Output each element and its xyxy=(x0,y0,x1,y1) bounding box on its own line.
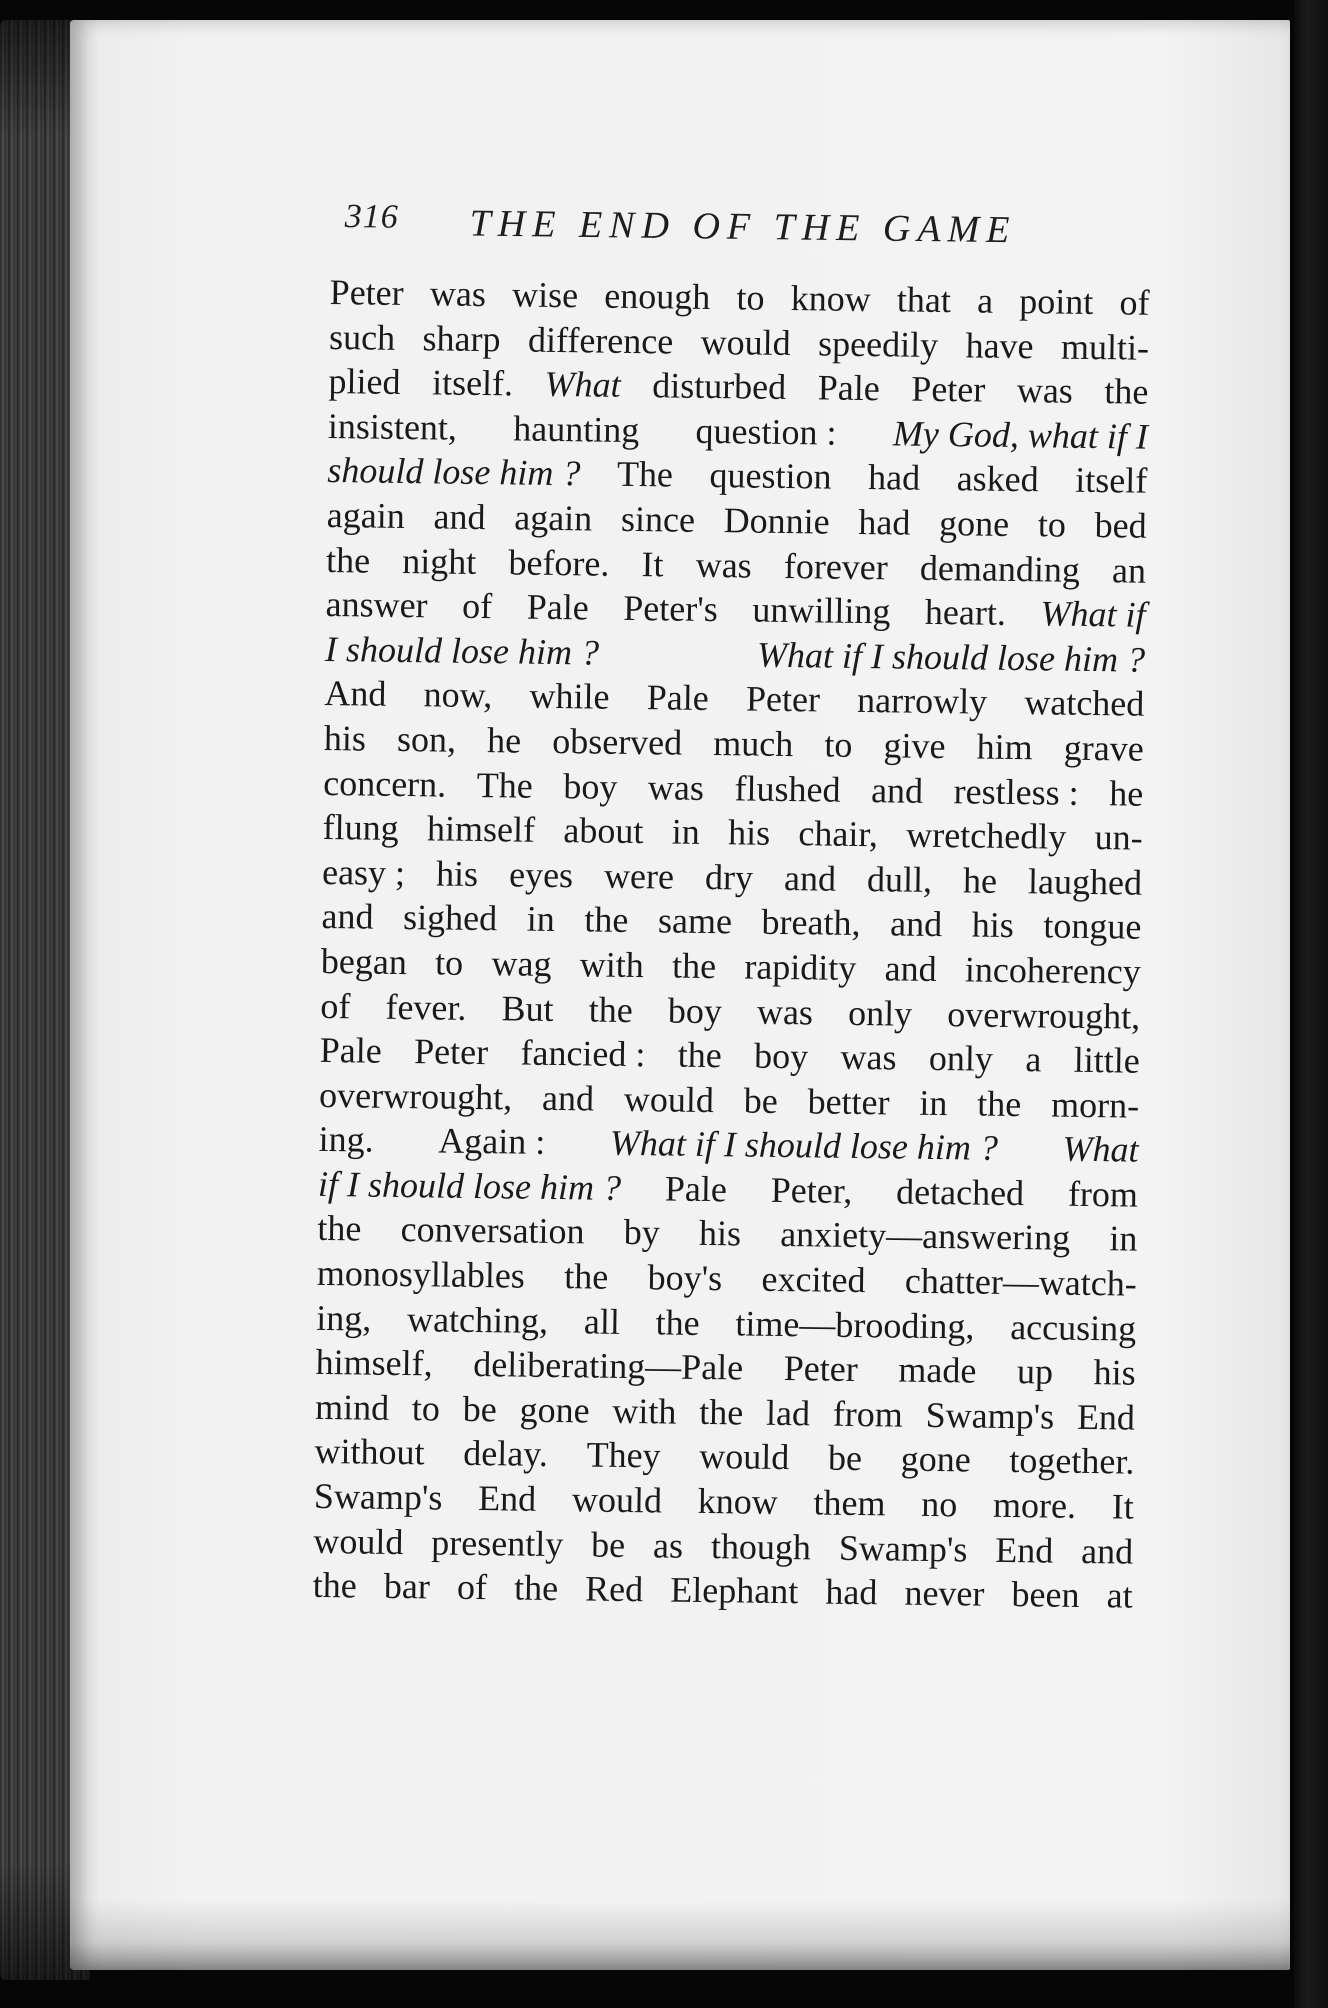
word: by xyxy=(623,1212,661,1253)
page-number: 316 xyxy=(344,198,399,236)
word: was xyxy=(840,1036,897,1078)
word: and xyxy=(783,857,837,899)
word: chair, xyxy=(798,813,879,855)
word: without xyxy=(314,1431,425,1473)
word: while xyxy=(529,675,610,718)
word: his xyxy=(698,1213,742,1254)
word: grave xyxy=(1063,727,1145,769)
word: himself xyxy=(426,808,536,850)
page-bottom-shadow xyxy=(70,1900,1290,1970)
word: with xyxy=(579,944,645,986)
word: mind xyxy=(314,1386,390,1428)
word: in xyxy=(919,1082,948,1123)
word: boy xyxy=(753,1035,809,1077)
word: an xyxy=(1111,549,1147,591)
word: should lose him ? xyxy=(327,450,581,494)
word: Red xyxy=(584,1568,644,1610)
word: to xyxy=(736,277,765,318)
word: narrowly xyxy=(856,680,988,722)
word: be xyxy=(590,1524,626,1565)
word: End xyxy=(1076,1396,1136,1438)
word: wag xyxy=(491,943,552,984)
word: excited xyxy=(761,1258,866,1301)
word: haunting xyxy=(513,408,640,450)
word: and xyxy=(433,496,486,538)
word: point xyxy=(1019,281,1094,322)
word: at xyxy=(1106,1575,1133,1616)
word: restless : xyxy=(953,770,1079,813)
word: his xyxy=(1093,1352,1136,1393)
word: sharp xyxy=(422,317,501,359)
word: be xyxy=(743,1080,778,1121)
word: laughed xyxy=(1027,860,1143,903)
word: What if I should lose him ? xyxy=(756,634,1146,680)
word: the xyxy=(677,1034,723,1076)
word: together. xyxy=(1009,1440,1135,1483)
word: and xyxy=(321,896,374,937)
word: all xyxy=(583,1301,621,1342)
word: flung xyxy=(322,807,399,849)
word: dull, xyxy=(866,858,933,900)
word: bar xyxy=(383,1566,431,1607)
word: and xyxy=(870,769,924,811)
word: and xyxy=(541,1077,595,1119)
word: morn- xyxy=(1050,1084,1140,1126)
word: and xyxy=(889,903,943,945)
word: to xyxy=(824,724,853,765)
word: boy's xyxy=(647,1257,723,1299)
word: tongue xyxy=(1043,905,1142,947)
word: began xyxy=(320,940,408,982)
word: he xyxy=(962,860,998,901)
next-page-edge xyxy=(1294,0,1328,2008)
word: his xyxy=(727,812,771,853)
word: detached xyxy=(895,1171,1025,1214)
word: presently xyxy=(431,1522,564,1564)
word: multi- xyxy=(1060,326,1150,368)
word: bed xyxy=(1094,505,1147,546)
word: forever xyxy=(783,545,889,587)
word: Pale xyxy=(319,1030,383,1071)
word: watched xyxy=(1024,682,1145,725)
word: End xyxy=(995,1529,1054,1571)
word: Swamp's xyxy=(838,1527,968,1570)
word: Pale xyxy=(526,586,589,628)
word: gone xyxy=(519,1389,590,1431)
word: Peter xyxy=(783,1348,859,1390)
word: to xyxy=(434,942,464,983)
running-head xyxy=(344,198,1075,267)
word: would xyxy=(571,1479,663,1521)
word: itself. xyxy=(431,362,514,404)
word: the xyxy=(698,1391,744,1433)
word: from xyxy=(832,1393,904,1435)
word: as xyxy=(652,1524,684,1566)
word: the xyxy=(977,1083,1022,1124)
word: wise xyxy=(511,274,579,316)
word: little xyxy=(1073,1039,1140,1081)
word: the xyxy=(671,945,717,987)
word: speedily xyxy=(817,322,939,365)
word: The xyxy=(616,454,674,495)
word: heart. xyxy=(924,591,1007,634)
word: accusing xyxy=(1009,1306,1137,1349)
running-head-title: THE END OF THE GAME xyxy=(469,202,1017,252)
word: Peter xyxy=(413,1031,489,1073)
word: he xyxy=(486,720,522,761)
word: if I should lose him ? xyxy=(317,1163,622,1208)
word: deliberating—Pale xyxy=(473,1344,744,1388)
word: asked xyxy=(956,458,1039,500)
word: give xyxy=(883,725,946,767)
word: Peter's xyxy=(623,588,719,630)
word: the xyxy=(317,1208,362,1249)
word: be xyxy=(827,1438,863,1479)
word: the xyxy=(584,899,629,941)
word: would xyxy=(623,1078,715,1120)
word: the xyxy=(1104,371,1149,412)
word: much xyxy=(713,722,794,765)
word: easy ; xyxy=(321,851,406,893)
word: since xyxy=(620,498,696,540)
word: more. xyxy=(992,1484,1077,1526)
word: only xyxy=(928,1038,994,1079)
word: now, xyxy=(423,674,493,716)
word: that xyxy=(896,279,952,321)
word: breath, xyxy=(761,902,861,944)
word: ing. xyxy=(318,1119,374,1160)
word: the xyxy=(563,1256,609,1297)
word: observed xyxy=(551,720,683,763)
word: time—brooding, xyxy=(735,1303,975,1347)
word: answer xyxy=(325,584,428,626)
word: him xyxy=(976,726,1033,768)
word: to xyxy=(411,1388,441,1429)
word: un- xyxy=(1094,817,1143,858)
word: himself, xyxy=(315,1342,433,1384)
word: from xyxy=(1067,1173,1139,1215)
word: and xyxy=(884,948,937,989)
word: was xyxy=(647,766,705,808)
word: I should lose him ? xyxy=(324,628,600,673)
word: insistent, xyxy=(327,405,458,448)
word: such xyxy=(328,316,396,358)
word: Peter xyxy=(745,678,821,720)
word: of xyxy=(456,1566,488,1608)
word: though xyxy=(710,1525,812,1568)
word: his xyxy=(435,853,479,894)
word: overwrought, xyxy=(947,993,1141,1037)
word: would xyxy=(313,1520,404,1562)
word: know xyxy=(790,278,871,320)
word: overwrought, xyxy=(318,1074,513,1118)
word: enough xyxy=(604,275,711,317)
word: The xyxy=(476,764,534,806)
word: was xyxy=(756,991,814,1032)
word: no xyxy=(921,1483,958,1525)
word: a xyxy=(976,280,994,321)
word: them xyxy=(813,1482,886,1524)
word: What if xyxy=(1040,593,1146,635)
word: a xyxy=(1025,1039,1042,1080)
word: the xyxy=(513,1567,559,1609)
word: Swamp's xyxy=(925,1394,1055,1437)
word: watching, xyxy=(406,1298,549,1341)
word: to xyxy=(1037,504,1067,545)
word: Again : xyxy=(438,1120,546,1163)
word: his xyxy=(323,717,367,759)
word: eyes xyxy=(508,854,574,895)
word: incoherency xyxy=(964,949,1142,992)
word: boy xyxy=(563,765,618,807)
word: of xyxy=(320,985,351,1026)
word: flushed xyxy=(734,767,841,810)
word: concern. xyxy=(323,762,447,805)
word: Swamp's xyxy=(313,1475,443,1518)
word: Pale xyxy=(664,1168,728,1210)
word: better xyxy=(807,1081,890,1123)
word: before. xyxy=(508,541,610,584)
word: never xyxy=(904,1572,985,1614)
word: It xyxy=(1111,1486,1135,1527)
word: disturbed xyxy=(651,365,787,408)
word: plied xyxy=(328,361,401,403)
word: Donnie xyxy=(723,500,830,542)
word: question xyxy=(709,455,832,497)
word: wretchedly xyxy=(906,814,1067,857)
word: would xyxy=(699,1436,790,1478)
word: about xyxy=(563,810,644,852)
word: conversation xyxy=(400,1209,585,1252)
word: was xyxy=(1016,370,1074,411)
word: gone xyxy=(900,1439,971,1480)
word: anxiety—answering xyxy=(779,1214,1071,1259)
word: in xyxy=(1109,1218,1138,1260)
word: And xyxy=(324,673,387,715)
word: It xyxy=(641,543,664,584)
word: been xyxy=(1011,1574,1080,1616)
word: again xyxy=(514,497,593,539)
word: Peter xyxy=(911,368,986,410)
word: again xyxy=(326,494,406,536)
word: with xyxy=(612,1390,677,1432)
word: of xyxy=(1119,282,1150,323)
word: End xyxy=(477,1478,537,1519)
word: chatter—watch- xyxy=(904,1260,1138,1304)
word: But xyxy=(501,987,554,1029)
word: same xyxy=(657,900,733,942)
word: boy xyxy=(667,989,723,1031)
word: in xyxy=(526,898,556,940)
word: itself xyxy=(1075,460,1148,502)
word: rapidity xyxy=(744,946,857,988)
word: What if I should lose him ? xyxy=(609,1123,999,1169)
word: son, xyxy=(396,718,457,760)
word: My God, what if I xyxy=(892,413,1149,457)
word: sighed xyxy=(402,897,498,939)
word: lad xyxy=(765,1392,811,1434)
word: unwilling xyxy=(752,589,891,632)
word: was xyxy=(695,544,752,586)
word: have xyxy=(965,324,1034,366)
word: he xyxy=(1108,772,1144,814)
word: ing, xyxy=(316,1297,372,1339)
word: the xyxy=(655,1302,700,1343)
word: Pale xyxy=(817,367,881,409)
word: the xyxy=(588,988,633,1030)
word: had xyxy=(867,457,921,499)
word: only xyxy=(847,992,913,1034)
word: would xyxy=(700,321,791,363)
word: had xyxy=(858,501,911,543)
body-text xyxy=(312,270,1149,1618)
word: his xyxy=(971,904,1015,946)
word: Elephant xyxy=(670,1569,799,1612)
word: difference xyxy=(527,319,674,362)
word: Pale xyxy=(646,677,710,719)
word: be xyxy=(462,1388,498,1430)
word: delay. xyxy=(463,1433,549,1475)
word: the xyxy=(312,1565,358,1606)
word: question : xyxy=(695,410,837,453)
word: Peter, xyxy=(770,1169,853,1211)
word: made xyxy=(898,1349,977,1391)
word: fancied : xyxy=(520,1032,646,1075)
word: know xyxy=(697,1480,779,1522)
word: What xyxy=(1062,1128,1139,1170)
word: up xyxy=(1016,1351,1054,1392)
word: They xyxy=(586,1434,661,1476)
word: night xyxy=(402,540,477,582)
word: fever. xyxy=(385,986,467,1028)
word: demanding xyxy=(919,547,1081,590)
word: was xyxy=(429,273,487,315)
word: What xyxy=(544,364,621,406)
word: monosyllables xyxy=(316,1252,526,1296)
word: Peter xyxy=(329,271,404,313)
word: had xyxy=(825,1571,878,1613)
word: dry xyxy=(704,856,754,898)
word: in xyxy=(671,811,700,853)
word: gone xyxy=(938,502,1010,544)
word: of xyxy=(461,585,493,627)
word: were xyxy=(603,855,675,897)
word: and xyxy=(1080,1530,1134,1572)
word: the xyxy=(325,539,371,581)
